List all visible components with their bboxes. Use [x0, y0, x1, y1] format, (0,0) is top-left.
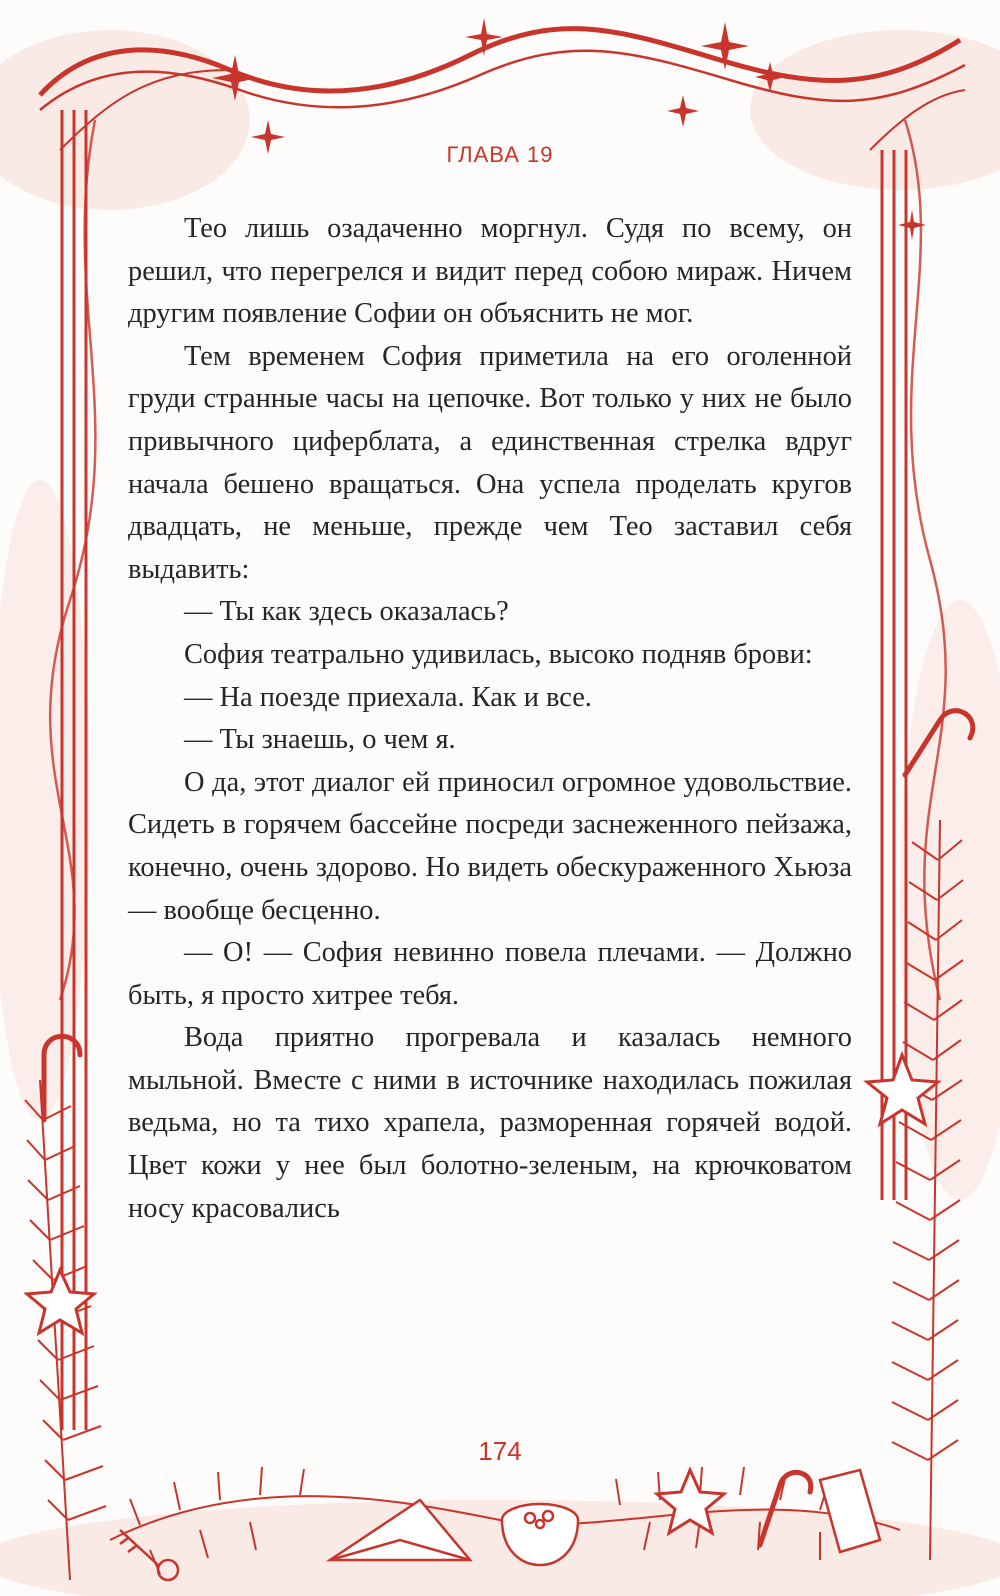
paragraph: — На поезде приехала. Как и все. — [184, 681, 592, 713]
paragraph: — О! — София невинно повела плечами. — Должно быть, я просто хитрее тебя. — [128, 937, 852, 1011]
paragraph: София театрально удивилась, высоко подняв брови: — [184, 638, 813, 670]
paragraph: Вода приятно прогревала и казалась немного мыльной. Вместе с ними в источнике находилась пожилая ведьма, но та тихо храпела, разморенная горячей водой. Цвет кожи у нее был болотно-зеленым, на крючковатом носу красовались — [128, 1022, 852, 1224]
paragraph: Тео лишь озадаченно моргнул. Судя по всему, он решил, что перегрелся и видит перед собою мираж. Ничем другим появление Софии он объяснить не мог. — [128, 213, 852, 330]
paragraph: — Ты знаешь, о чем я. — [184, 724, 456, 756]
page-number: 174 — [478, 1436, 522, 1466]
paragraph: — Ты как здесь оказалась? — [184, 596, 509, 628]
paragraph: О да, этот диалог ей приносил огромное удовольствие. Сидеть в горячем бассейне посреди заснеженного пейзажа, конечно, очень здорово. Но видеть обескураженного Хьюза — вообще бесценно. — [128, 766, 852, 926]
paragraph: Тем временем София приметила на его оголенной груди странные часы на цепочке. Вот только у них не было привычного циферблата, а единственная стрелка вдруг начала бешено вращаться. Она успела проделать кругов двадцать, не меньше, прежде чем Тео заставил себя выдавить: — [128, 340, 852, 585]
body-text — [128, 208, 852, 1230]
chapter-heading: ГЛАВА 19 — [446, 142, 554, 167]
fir-branch-icon — [25, 1080, 106, 1580]
